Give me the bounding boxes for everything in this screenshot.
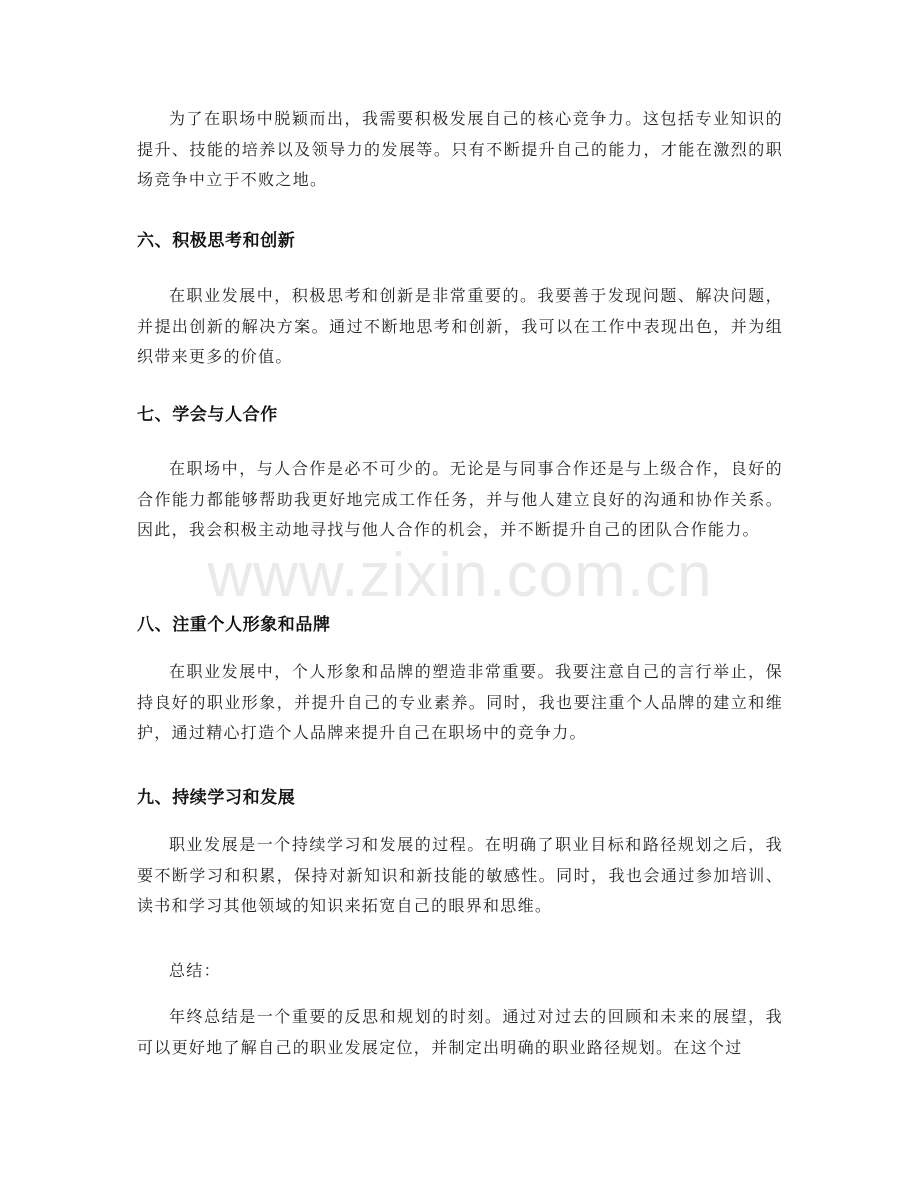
section-paragraph-9: 职业发展是一个持续学习和发展的过程。在明确了职业目标和路径规划之后，我要不断学习和积累，保持对新知识和新技能的敏感性。同时，我也会通过参加培训、读书和学习其他领域的知识来拓宽自己的眼界和思维。	[137, 835, 783, 916]
section-paragraph-6: 在职业发展中，积极思考和创新是非常重要的。我要善于发现问题、解决问题，并提出创新的解决方案。通过不断地思考和创新，我可以在工作中表现出色，并为组织带来更多的价值。	[137, 286, 783, 367]
watermark: www.zixin.com.cn	[207, 541, 713, 610]
section-paragraph-8: 在职业发展中，个人形象和品牌的塑造非常重要。我要注意自己的言行举止，保持良好的职业形象，并提升自己的专业素养。同时，我也要注重个人品牌的建立和维护，通过精心打造个人品牌来提升自己在职场中的竞争力。	[137, 662, 783, 743]
summary-paragraph: 年终总结是一个重要的反思和规划的时刻。通过对过去的回顾和未来的展望，我可以更好地了解自己的职业发展定位，并制定出明确的职业路径规划。在这个过	[137, 1007, 783, 1057]
section-heading-6: 六、积极思考和创新	[137, 231, 296, 251]
section-paragraph-7: 在职场中，与人合作是必不可少的。无论是与同事合作还是与上级合作，良好的合作能力都能够帮助我更好地完成工作任务，并与他人建立良好的沟通和协作关系。因此，我会积极主动地寻找与他人合作的机会，并不断提升自己的团队合作能力。	[137, 459, 783, 540]
intro-paragraph: 为了在职场中脱颖而出，我需要积极发展自己的核心竞争力。这包括专业知识的提升、技能的培养以及领导力的发展等。只有不断提升自己的能力，才能在激烈的职场竞争中立于不败之地。	[137, 109, 783, 190]
summary-label: 总结：	[169, 961, 221, 980]
section-heading-7: 七、学会与人合作	[137, 405, 278, 425]
section-heading-8: 八、注重个人形象和品牌	[137, 615, 331, 635]
section-heading-9: 九、持续学习和发展	[137, 788, 296, 808]
